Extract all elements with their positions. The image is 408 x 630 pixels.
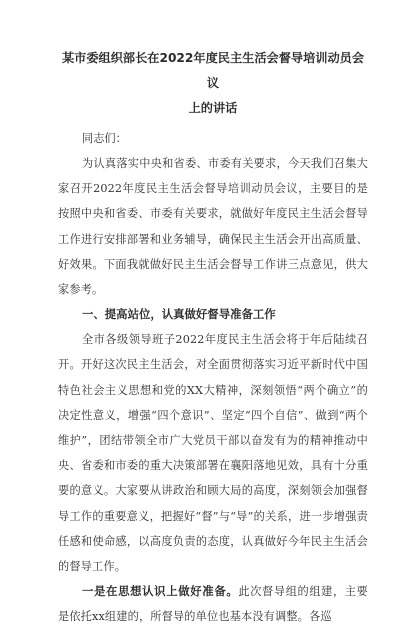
intro-paragraph: 为认真落实中央和省委、市委有关要求，今天我们召集大家召开2022年度民主生活会督导培训动员会议，主要目的是按照中央和省委、市委有关要求，就做好年度民主生活会督导工作进行安排部署和业务辅导，确保民主生活会开出高质量、好效果。下面我就做好民主生活会督导工作讲三点意见，供大家参考。 [58, 157, 368, 297]
title-line-2: 上的讲话 [188, 101, 238, 115]
body-paragraph: 全市各级领导班子2022年度民主生活会将于年后陆续召开。开好这次民主生活会，对全面贯彻落实习近平新时代中国特色社会主义思想和党的XX大精神，深刻领悟“两个确立”的决定性意义，增强“四个意识”、坚定“四个自信”、做到“两个维护”，团结带领全市广大党员干部以奋发有为的精神推动中央、省委和市委的重大决策部署在襄阳落地见效，具有十分重要的意义。大家要从讲政治和顾大局的高度，深刻领会加强督导工作的重要意义，把握好“督”与“导”的关系，进一步增强责任感和使命感，以高度负责的态度，认真做好今年民主生活会的督导工作。 [58, 333, 368, 574]
point-text: 此次督导组的组建，主要是依托xx组建的，所督导的单位也基本没有调整。各巡 [58, 585, 368, 624]
point-lead: 一是在思想认识上做好准备。 [82, 584, 239, 599]
salutation: 同志们： [82, 132, 127, 145]
section-heading-1: 一、提高站位，认真做好督导准备工作 [82, 307, 276, 322]
point-paragraph [58, 579, 368, 629]
title-line-1: 某市委组织部长在2022年度民主生活会督导培训动员会议 [61, 51, 365, 90]
document-title [58, 46, 368, 121]
